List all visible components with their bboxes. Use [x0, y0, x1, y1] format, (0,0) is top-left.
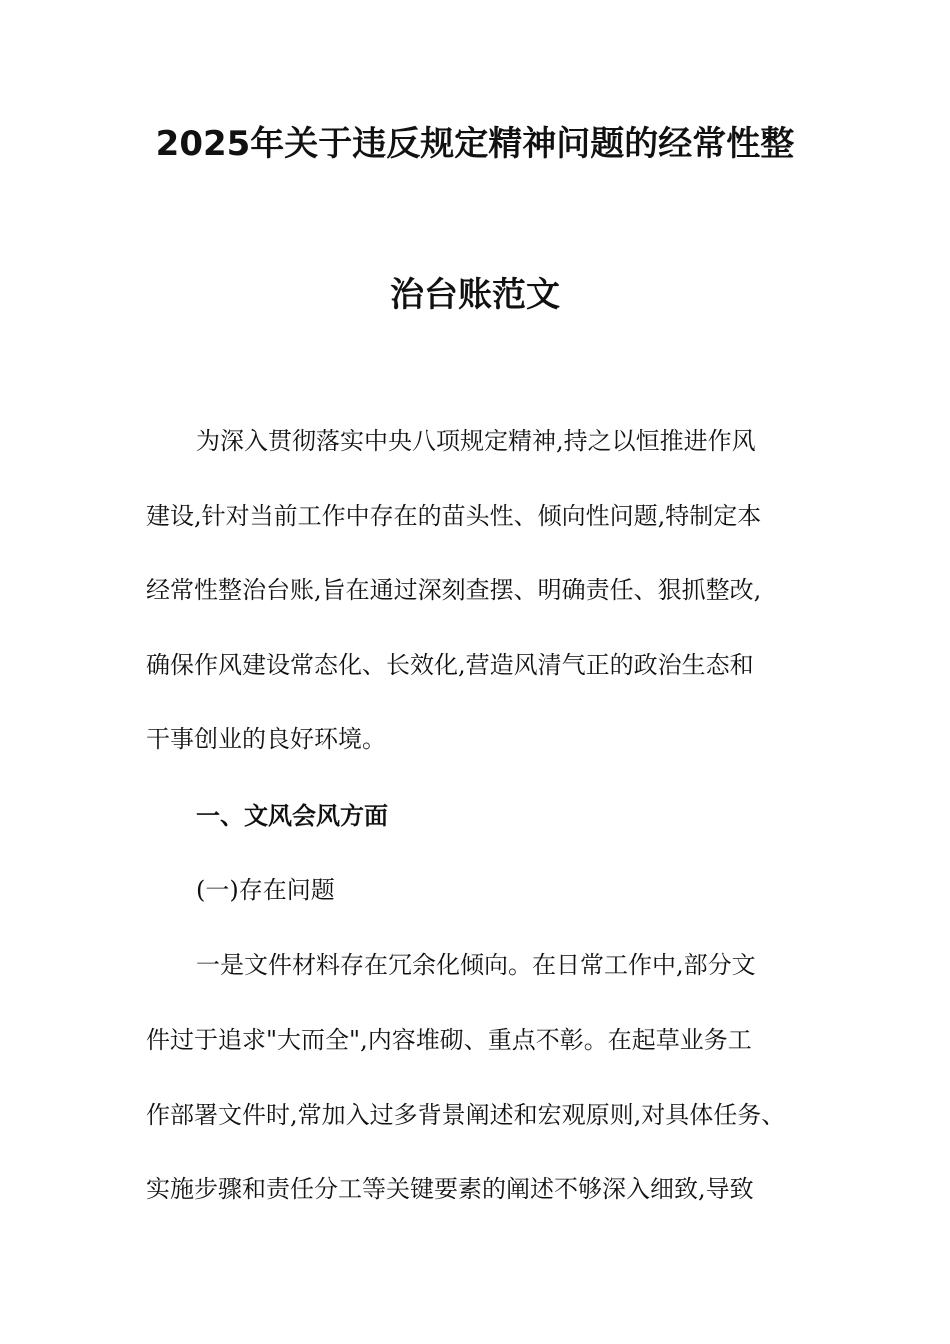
problem-paragraph-line-2: 件过于追求"大而全",内容堆砌、重点不彰。在起草业务工	[146, 1026, 752, 1054]
problem-paragraph-line-1: 一是文件材料存在冗余化倾向。在日常工作中,部分文	[196, 951, 756, 979]
intro-paragraph-line-2: 建设,针对当前工作中存在的苗头性、倾向性问题,特制定本	[146, 502, 762, 530]
intro-paragraph-line-4: 确保作风建设常态化、长效化,营造风清气正的政治生态和	[146, 651, 754, 679]
problem-paragraph-line-4: 实施步骤和责任分工等关键要素的阐述不够深入细致,导致	[146, 1175, 754, 1203]
intro-paragraph-line-3: 经常性整治台账,旨在通过深刻查摆、明确责任、狠抓整改,	[146, 576, 762, 604]
document-title-line-1: 2025年关于违反规定精神问题的经常性整	[155, 124, 795, 164]
intro-paragraph-line-1: 为深入贯彻落实中央八项规定精神,持之以恒推进作风	[196, 427, 756, 455]
section-heading: 一、文风会风方面	[196, 802, 388, 830]
intro-paragraph-line-5: 干事创业的良好环境。	[146, 725, 386, 753]
subsection-heading: (一)存在问题	[196, 876, 335, 904]
problem-paragraph-line-3: 作部署文件时,常加入过多背景阐述和宏观原则,对具体任务、	[146, 1101, 786, 1129]
document-title-line-2: 治台账范文	[390, 275, 560, 315]
